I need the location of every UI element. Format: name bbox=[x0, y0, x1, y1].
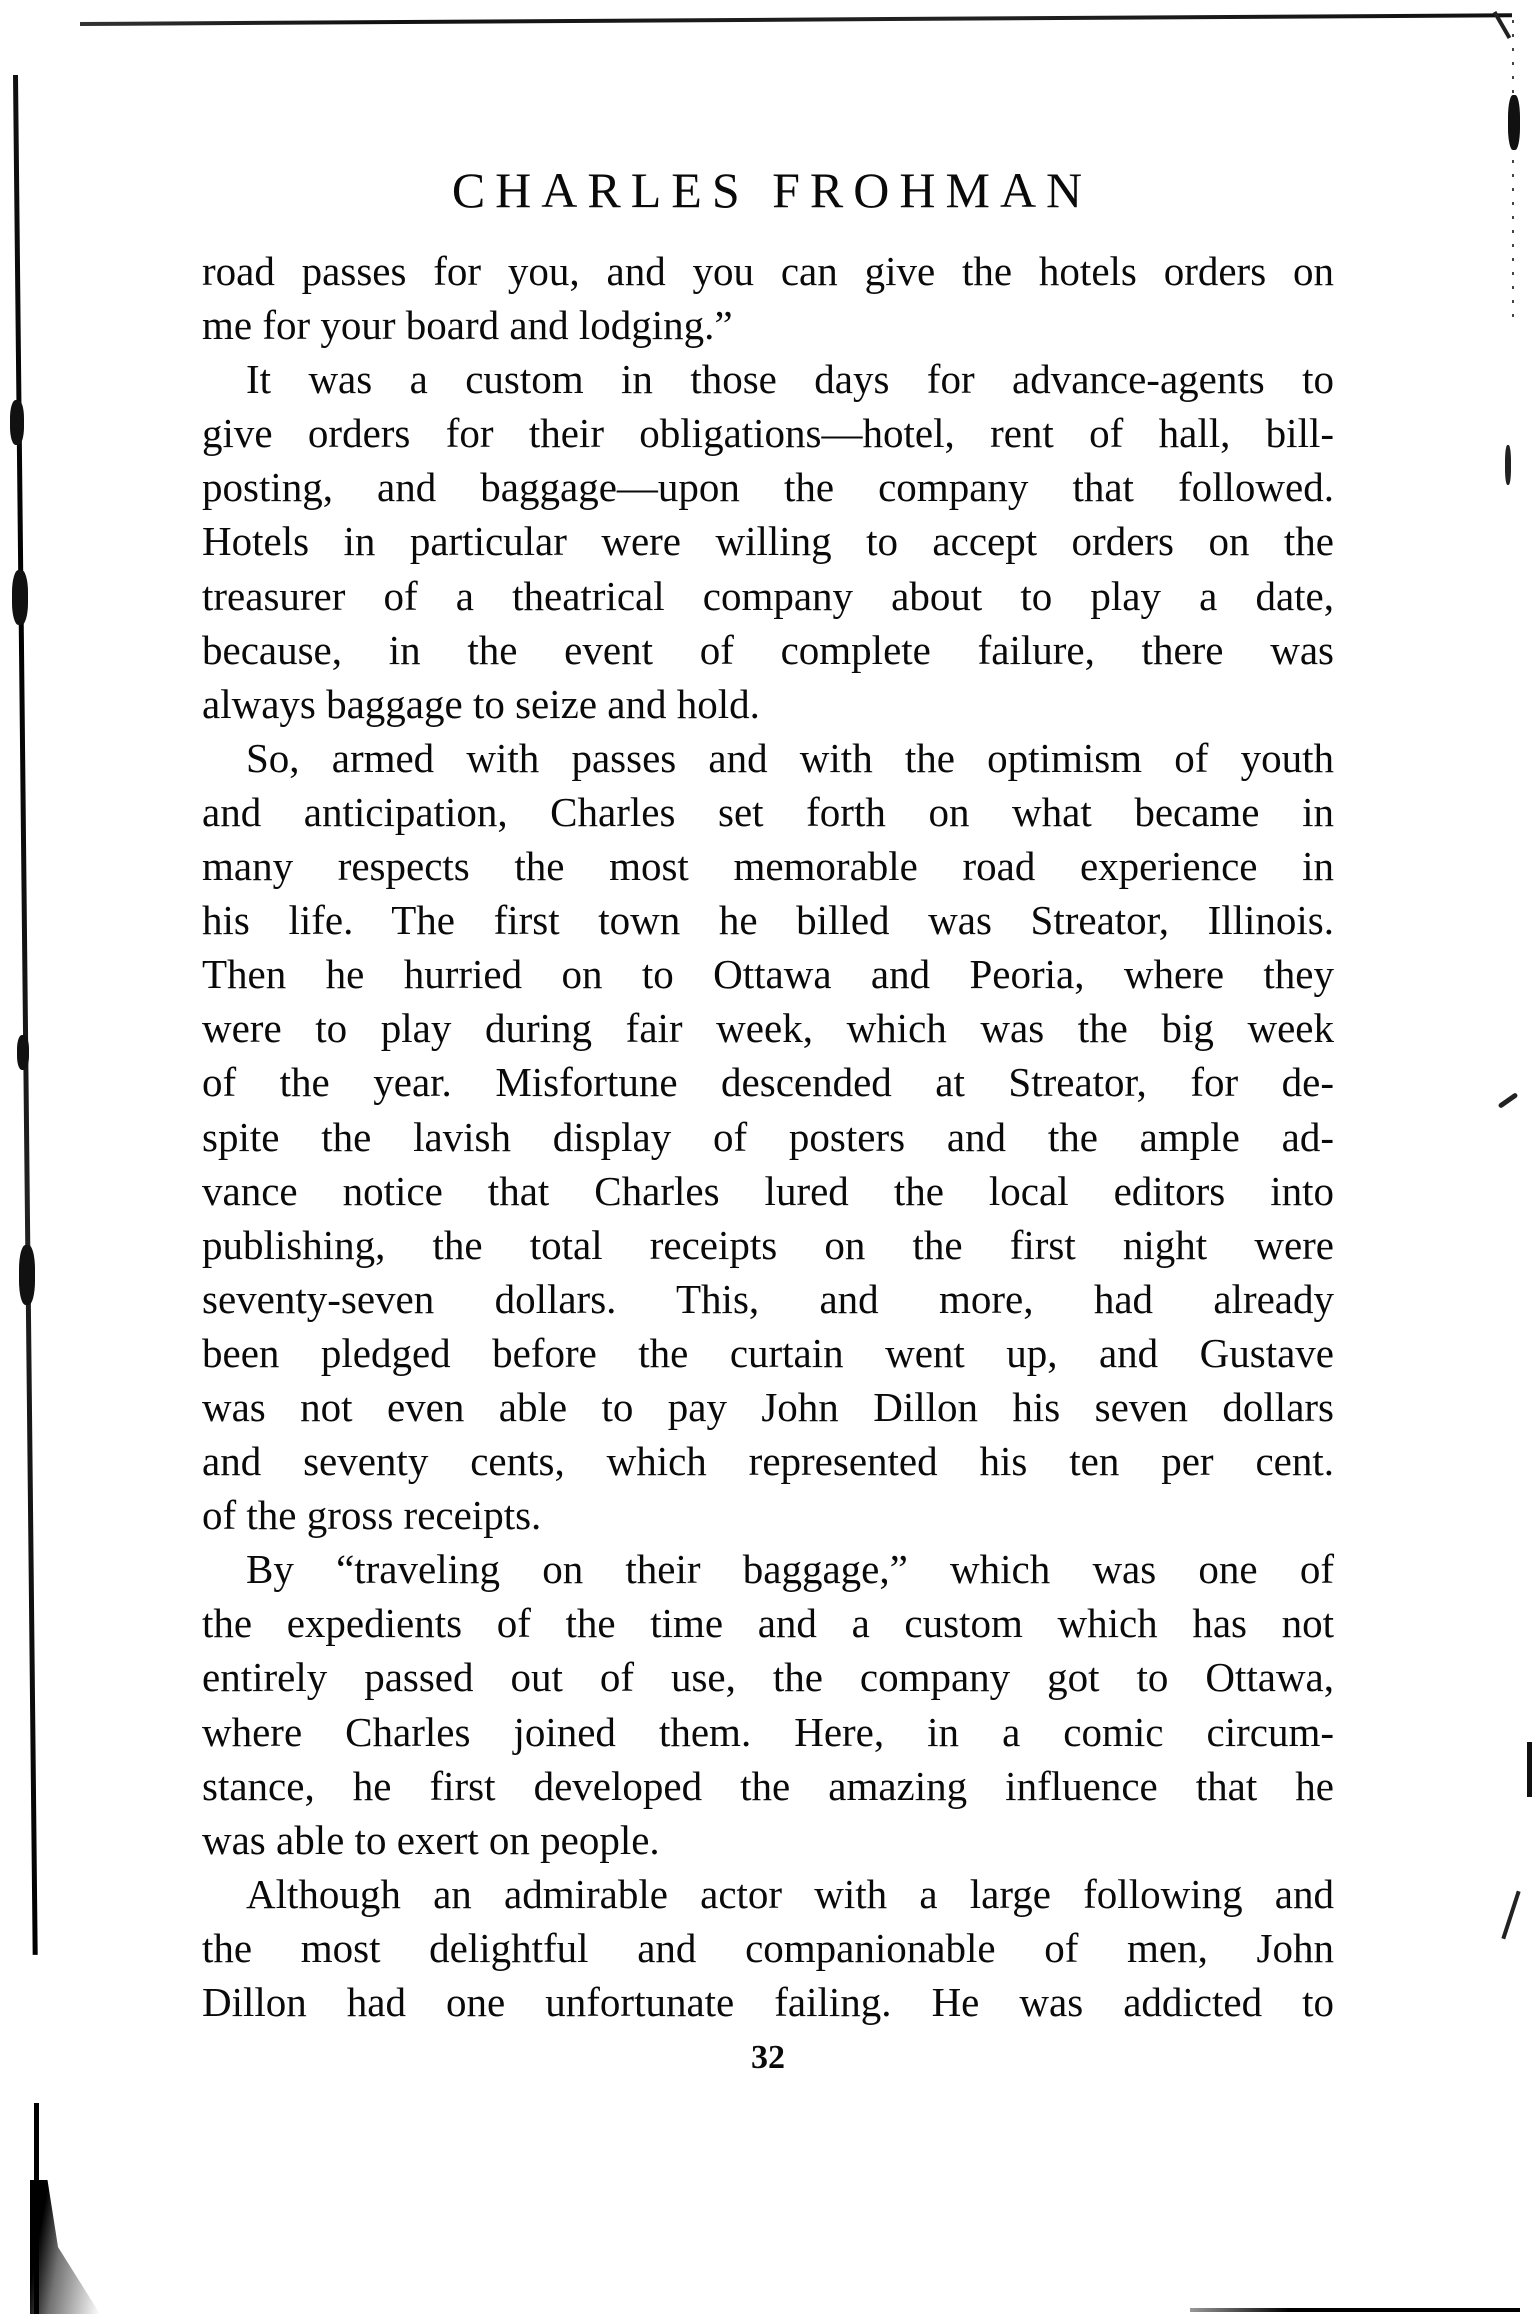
scan-left-edge-line bbox=[13, 75, 38, 1955]
text-line: and anticipation, Charles set forth on what became in bbox=[202, 788, 1334, 835]
text-line: of the year. Misfortune descended at Streator, for de- bbox=[202, 1059, 1334, 1106]
text-line: spite the lavish display of posters and the ample ad- bbox=[202, 1113, 1334, 1160]
text-line: Hotels in particular were willing to accept orders on the bbox=[202, 518, 1334, 565]
page-number: 32 bbox=[751, 2039, 785, 2076]
body-text bbox=[202, 244, 1334, 2029]
text-line: many respects the most memorable road experience in bbox=[202, 843, 1334, 890]
text-line: his life. The first town he billed was Streator, Illinois. bbox=[202, 897, 1334, 944]
text-line: the expedients of the time and a custom which has not bbox=[202, 1600, 1334, 1647]
text-line: road passes for you, and you can give the hotels orders on bbox=[202, 248, 1334, 294]
text-line: It was a custom in those days for advance-agents to bbox=[246, 356, 1334, 403]
scan-left-smudge bbox=[17, 1035, 29, 1070]
text-line: vance notice that Charles lured the local editors into bbox=[202, 1167, 1334, 1214]
text-line: stance, he first developed the amazing influence that he bbox=[202, 1762, 1334, 1809]
text-line: By “traveling on their baggage,” which was one of bbox=[246, 1546, 1334, 1593]
text-line: Although an admirable actor with a large following and bbox=[246, 1870, 1334, 1917]
text-line: been pledged before the curtain went up, and Gustave bbox=[202, 1329, 1334, 1376]
text-line: Then he hurried on to Ottawa and Peoria, where they bbox=[202, 951, 1334, 998]
scan-right-smudge bbox=[1505, 445, 1511, 485]
text-line: and seventy cents, which represented his ten per cent. bbox=[202, 1438, 1334, 1485]
text-line: Dillon had one unfortunate failing. He was addicted to bbox=[202, 1979, 1334, 2025]
text-line: posting, and baggage—upon the company that followed. bbox=[202, 464, 1334, 511]
text-line: always baggage to seize and hold. bbox=[202, 680, 760, 727]
text-line: entirely passed out of use, the company got to Ottawa, bbox=[202, 1654, 1334, 1701]
text-line: was able to exert on people. bbox=[202, 1816, 660, 1863]
text-line: seventy-seven dollars. This, and more, had already bbox=[202, 1275, 1334, 1322]
text-line: was not even able to pay John Dillon his seven dollars bbox=[202, 1383, 1334, 1430]
text-line: treasurer of a theatrical company about to play a date, bbox=[202, 572, 1334, 619]
text-line: were to play during fair week, which was the big week bbox=[202, 1005, 1334, 1052]
running-head: CHARLES FROHMAN bbox=[451, 162, 1093, 218]
scan-bottom-edge-line bbox=[1190, 2308, 1520, 2312]
text-line: because, in the event of complete failure, there was bbox=[202, 626, 1334, 673]
scan-left-smudge bbox=[12, 570, 28, 625]
text-line: give orders for their obligations—hotel, rent of hall, bill- bbox=[202, 410, 1334, 457]
text-line: of the gross receipts. bbox=[202, 1492, 542, 1539]
text-line: the most delightful and companionable of men, John bbox=[202, 1924, 1334, 1971]
scan-top-edge-line bbox=[80, 13, 1512, 26]
text-line: publishing, the total receipts on the first night were bbox=[202, 1221, 1334, 1268]
scan-right-smudge bbox=[1508, 95, 1520, 150]
text-line: where Charles joined them. Here, in a comic circum- bbox=[202, 1708, 1334, 1755]
scan-left-smudge bbox=[19, 1245, 35, 1305]
scan-right-bar bbox=[1527, 1742, 1532, 1797]
text-line: So, armed with passes and with the optimism of youth bbox=[246, 734, 1334, 781]
text-line: me for your board and lodging.” bbox=[202, 302, 733, 349]
scan-right-squiggle bbox=[1498, 1092, 1519, 1109]
scan-left-smudge bbox=[10, 400, 24, 445]
scan-right-slash bbox=[1501, 1891, 1520, 1940]
scan-bottom-left-smudge bbox=[30, 2180, 100, 2314]
